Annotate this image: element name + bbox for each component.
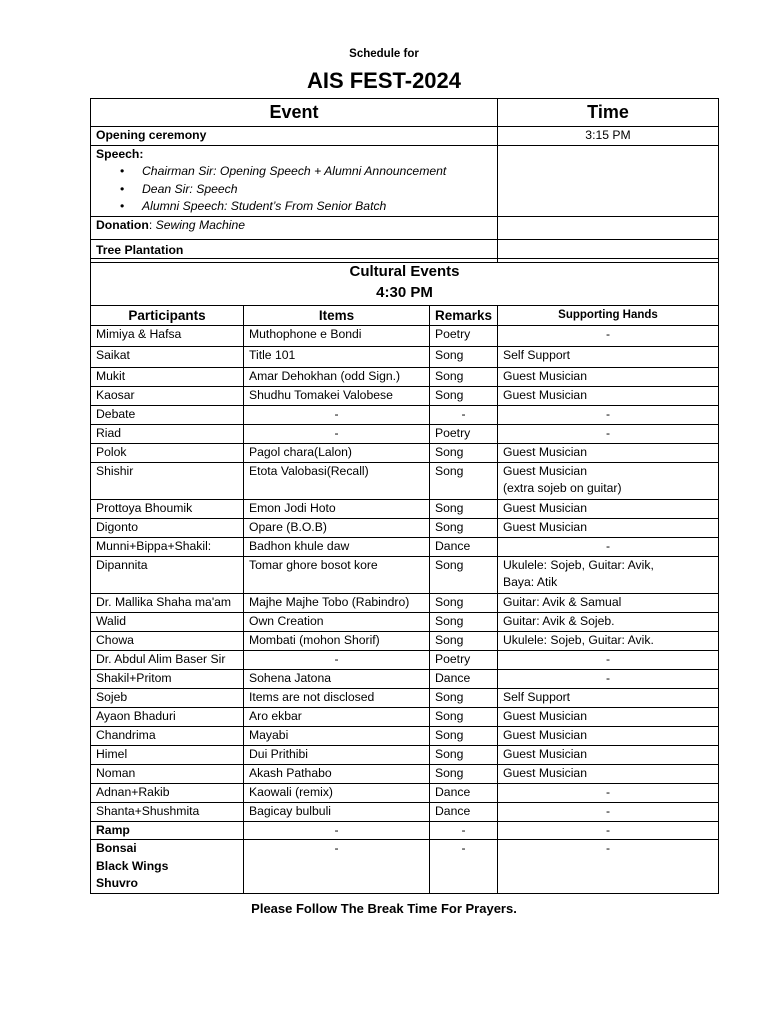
participant-cell	[91, 802, 244, 821]
participant-cell	[91, 518, 244, 537]
participant-cell	[91, 387, 244, 406]
support-cell	[498, 499, 719, 518]
remarks-cell: Song	[430, 368, 498, 387]
participant-name: Chowa	[96, 632, 134, 647]
remarks-cell: Song	[430, 556, 498, 593]
participant-cell	[91, 537, 244, 556]
participant-name: Dr. Abdul Alim Baser Sir	[96, 651, 226, 666]
event-header: Event	[91, 99, 498, 127]
event-row	[91, 840, 719, 894]
participant-cell	[91, 764, 244, 783]
support-line: Ukulele: Sojeb, Guitar: Avik,	[503, 557, 654, 572]
item-cell: Sohena Jatona	[244, 669, 430, 688]
speech-list	[96, 163, 492, 216]
item-cell: Opare (B.O.B)	[244, 518, 430, 537]
support-line: -	[605, 651, 611, 666]
item-cell: Mayabi	[244, 726, 430, 745]
event-row	[91, 631, 719, 650]
speech-item: • Chairman Sir: Opening Speech + Alumni Announcement	[142, 163, 492, 181]
cultural-title-cell	[91, 259, 719, 306]
support-cell	[498, 518, 719, 537]
support-line: -	[605, 327, 611, 341]
support-line: Guest Musician	[503, 463, 587, 478]
item-cell: Muthophone e Bondi	[244, 326, 430, 347]
supporting-header: Supporting Hands	[498, 306, 719, 326]
event-row	[91, 347, 719, 368]
support-line: -	[605, 670, 611, 685]
support-cell	[498, 387, 719, 406]
event-row	[91, 688, 719, 707]
support-cell	[498, 783, 719, 802]
participant-cell	[91, 669, 244, 688]
participant-name: Munni+Bippa+Shakil:	[96, 538, 212, 553]
item-cell: Shudhu Tomakei Valobese	[244, 387, 430, 406]
document-subtitle: Schedule for	[349, 48, 419, 60]
participant-name: Dr. Mallika Shaha ma'am	[96, 594, 232, 609]
participant-name: Black Wings	[96, 858, 169, 873]
participant-cell	[91, 612, 244, 631]
participant-cell	[91, 368, 244, 387]
support-cell	[498, 593, 719, 612]
support-line: -	[605, 538, 611, 553]
item-cell: Badhon khule daw	[244, 537, 430, 556]
support-line: Guest Musician	[503, 444, 587, 459]
participant-name: Bonsai	[96, 841, 137, 855]
support-line: -	[605, 784, 611, 799]
event-row	[91, 443, 719, 462]
item-cell: -	[244, 650, 430, 669]
event-row	[91, 745, 719, 764]
event-row	[91, 462, 719, 499]
support-line: Guest Musician	[503, 765, 587, 780]
participant-cell	[91, 443, 244, 462]
support-line: -	[605, 803, 611, 818]
participants-header: Participants	[91, 306, 244, 326]
participant-name: Shakil+Pritom	[96, 670, 172, 685]
support-cell	[498, 537, 719, 556]
support-line: Guitar: Avik & Sojeb.	[503, 613, 615, 628]
cultural-table	[90, 258, 719, 894]
remarks-cell: Song	[430, 707, 498, 726]
support-cell	[498, 631, 719, 650]
support-cell	[498, 462, 719, 499]
speech-item: • Dean Sir: Speech	[142, 181, 492, 199]
remarks-cell: Song	[430, 462, 498, 499]
support-line: Guest Musician	[503, 369, 587, 383]
support-line: Guest Musician	[503, 388, 587, 402]
remarks-cell: Song	[430, 726, 498, 745]
event-row	[91, 424, 719, 443]
support-line: Guitar: Avik & Samual	[503, 594, 622, 609]
schedule-table	[90, 98, 719, 263]
event-row	[91, 764, 719, 783]
support-cell	[498, 802, 719, 821]
support-cell	[498, 840, 719, 894]
remarks-cell: Song	[430, 499, 498, 518]
support-cell	[498, 688, 719, 707]
participant-cell	[91, 593, 244, 612]
remarks-cell: Dance	[430, 802, 498, 821]
participant-name: Shuvro	[96, 876, 138, 890]
support-line: -	[605, 425, 611, 440]
participant-cell	[91, 707, 244, 726]
remarks-cell: -	[430, 406, 498, 425]
item-cell: Amar Dehokhan (odd Sign.)	[244, 368, 430, 387]
participant-cell	[91, 347, 244, 368]
speech-row	[91, 145, 719, 216]
item-cell: Etota Valobasi(Recall)	[244, 462, 430, 499]
opening-time: 3:15 PM	[498, 127, 719, 146]
support-cell	[498, 745, 719, 764]
participant-name: Digonto	[96, 519, 139, 534]
participant-name: Walid	[96, 613, 127, 628]
support-cell	[498, 821, 719, 840]
participant-cell	[91, 650, 244, 669]
item-cell: Tomar ghore bosot kore	[244, 556, 430, 593]
cultural-column-header-row	[91, 306, 719, 326]
support-line: -	[605, 841, 611, 855]
support-cell	[498, 347, 719, 368]
speech-cell	[91, 145, 498, 216]
event-row	[91, 726, 719, 745]
remarks-cell: -	[430, 821, 498, 840]
support-line: -	[605, 407, 611, 421]
participant-cell	[91, 424, 244, 443]
support-line: Guest Musician	[503, 746, 587, 761]
event-row	[91, 593, 719, 612]
item-cell: Own Creation	[244, 612, 430, 631]
support-line: Guest Musician	[503, 727, 587, 742]
speech-label: Speech:	[96, 146, 144, 161]
time-header: Time	[498, 99, 719, 127]
speech-time	[498, 145, 719, 216]
participant-name: Prottoya Bhoumik	[96, 500, 193, 515]
remarks-cell: Song	[430, 518, 498, 537]
participant-name: Mimiya & Hafsa	[96, 327, 182, 341]
support-line: Self Support	[503, 689, 571, 704]
participant-name: Shanta+Shushmita	[96, 803, 200, 818]
remarks-cell: Poetry	[430, 424, 498, 443]
participant-name: Noman	[96, 765, 136, 780]
participant-cell	[91, 821, 244, 840]
participant-name: Adnan+Rakib	[96, 784, 170, 799]
remarks-cell: Song	[430, 631, 498, 650]
remarks-cell: Song	[430, 745, 498, 764]
donation-label: Donation	[96, 217, 149, 232]
participant-cell	[91, 688, 244, 707]
donation-separator: :	[148, 217, 156, 232]
support-line: Self Support	[503, 348, 571, 362]
remarks-header: Remarks	[430, 306, 498, 326]
event-row	[91, 387, 719, 406]
item-cell: -	[244, 406, 430, 425]
item-cell: Items are not disclosed	[244, 688, 430, 707]
item-cell: Dui Prithibi	[244, 745, 430, 764]
event-row	[91, 518, 719, 537]
participant-name: Ayaon Bhaduri	[96, 708, 176, 723]
participant-name: Ramp	[96, 822, 130, 837]
participant-name: Saikat	[96, 348, 130, 362]
schedule-header-row	[91, 99, 719, 127]
participant-name: Sojeb	[96, 689, 128, 704]
item-cell: -	[244, 840, 430, 894]
support-cell	[498, 406, 719, 425]
event-row	[91, 368, 719, 387]
participant-cell	[91, 499, 244, 518]
support-line: (extra sojeb on guitar)	[503, 481, 622, 495]
event-row	[91, 783, 719, 802]
remarks-cell: Song	[430, 593, 498, 612]
remarks-cell: Poetry	[430, 650, 498, 669]
remarks-cell: Song	[430, 764, 498, 783]
donation-cell	[91, 216, 498, 239]
support-line: -	[605, 822, 611, 837]
donation-value: Sewing Machine	[155, 217, 246, 232]
cultural-title: Cultural Events	[349, 263, 460, 280]
cultural-time: 4:30 PM	[376, 284, 433, 301]
participant-name: Dipannita	[96, 557, 148, 572]
support-line: Guest Musician	[503, 500, 587, 515]
opening-row	[91, 127, 719, 146]
item-cell: Aro ekbar	[244, 707, 430, 726]
event-row	[91, 406, 719, 425]
participant-name: Himel	[96, 746, 128, 761]
item-cell: Majhe Majhe Tobo (Rabindro)	[244, 593, 430, 612]
support-cell	[498, 424, 719, 443]
event-row	[91, 650, 719, 669]
event-row	[91, 326, 719, 347]
event-row	[91, 802, 719, 821]
participant-name: Mukit	[96, 369, 126, 383]
participant-cell	[91, 556, 244, 593]
support-cell	[498, 368, 719, 387]
participant-cell	[91, 726, 244, 745]
support-line: Ukulele: Sojeb, Guitar: Avik.	[503, 632, 654, 647]
remarks-cell: Poetry	[430, 326, 498, 347]
event-row	[91, 556, 719, 593]
support-line: Guest Musician	[503, 519, 587, 534]
item-cell: Kaowali (remix)	[244, 783, 430, 802]
event-row	[91, 537, 719, 556]
document-title: AIS FEST-2024	[306, 68, 462, 93]
donation-row	[91, 216, 719, 239]
item-cell: -	[244, 821, 430, 840]
participant-name: Debate	[96, 407, 136, 421]
support-cell	[498, 326, 719, 347]
support-cell	[498, 612, 719, 631]
items-header: Items	[244, 306, 430, 326]
item-cell: Emon Jodi Hoto	[244, 499, 430, 518]
support-cell	[498, 556, 719, 593]
item-cell: -	[244, 424, 430, 443]
remarks-cell: Song	[430, 443, 498, 462]
support-cell	[498, 726, 719, 745]
item-cell: Bagicay bulbuli	[244, 802, 430, 821]
event-row	[91, 707, 719, 726]
participant-cell	[91, 462, 244, 499]
participant-cell	[91, 745, 244, 764]
support-cell	[498, 669, 719, 688]
remarks-cell: -	[430, 840, 498, 894]
participant-name: Shishir	[96, 463, 134, 478]
cultural-title-row	[91, 259, 719, 306]
item-cell: Mombati (mohon Shorif)	[244, 631, 430, 650]
event-row	[91, 821, 719, 840]
participant-cell	[91, 840, 244, 894]
remarks-cell: Dance	[430, 669, 498, 688]
support-cell	[498, 650, 719, 669]
remarks-cell: Dance	[430, 537, 498, 556]
speech-item: • Alumni Speech: Student’s From Senior Batch	[142, 198, 492, 216]
participant-cell	[91, 783, 244, 802]
support-cell	[498, 707, 719, 726]
support-line: Baya: Atik	[503, 575, 558, 589]
support-line: Guest Musician	[503, 708, 587, 723]
participant-cell	[91, 326, 244, 347]
item-cell: Akash Pathabo	[244, 764, 430, 783]
remarks-cell: Song	[430, 387, 498, 406]
tree-label: Tree Plantation	[91, 239, 498, 262]
remarks-cell: Song	[430, 612, 498, 631]
event-row	[91, 499, 719, 518]
footer-note: Please Follow The Break Time For Prayers.	[251, 901, 517, 916]
item-cell: Pagol chara(Lalon)	[244, 443, 430, 462]
opening-label: Opening ceremony	[91, 127, 498, 146]
donation-time	[498, 216, 719, 239]
participant-name: Kaosar	[96, 388, 135, 402]
event-row	[91, 669, 719, 688]
remarks-cell: Dance	[430, 783, 498, 802]
event-row	[91, 612, 719, 631]
participant-name: Polok	[96, 444, 127, 459]
participant-cell	[91, 406, 244, 425]
participant-name: Riad	[96, 425, 122, 440]
support-cell	[498, 764, 719, 783]
remarks-cell: Song	[430, 688, 498, 707]
support-cell	[498, 443, 719, 462]
participant-name: Chandrima	[96, 727, 156, 742]
item-cell: Title 101	[244, 347, 430, 368]
remarks-cell: Song	[430, 347, 498, 368]
participant-cell	[91, 631, 244, 650]
